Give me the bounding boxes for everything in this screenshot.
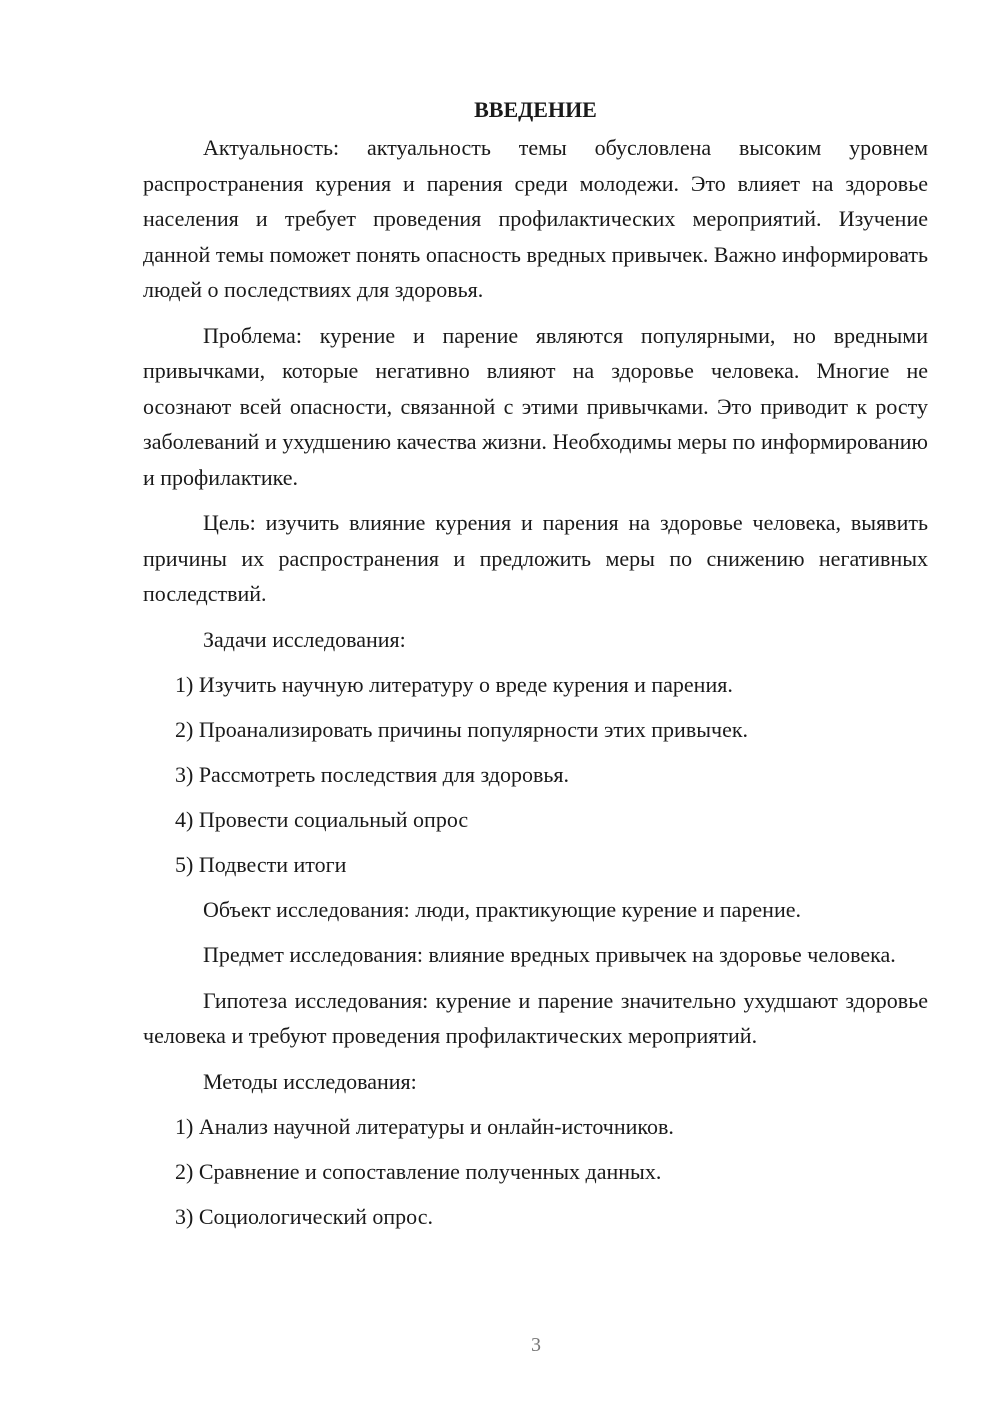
page-title: ВВЕДЕНИЕ [474, 97, 597, 122]
subject-paragraph: Предмет исследования: влияние вредных привычек на здоровье человека. [203, 942, 896, 967]
list-item: 1) Анализ научной литературы и онлайн-источников. [175, 1113, 674, 1139]
page-number: 3 [531, 1334, 541, 1356]
problem-paragraph: Проблема: курение и парение являются популярными, но вредными привычками, которые негативно влияют на здоровье человека. Многие не осознают всей опасности, связанной с этими привычками. Это приводит к росту заболеваний и ухудшению качества жизни. Необходимы меры по информированию и профилактике. [143, 322, 928, 490]
list-item: 3) Социологический опрос. [175, 1203, 433, 1229]
goal-paragraph: Цель: изучить влияние курения и парения на здоровье человека, выявить причины их распространения и предложить меры по снижению негативных последствий. [143, 510, 928, 606]
object-paragraph: Объект исследования: люди, практикующие курение и парение. [203, 896, 801, 922]
list-item: 5) Подвести итоги [175, 851, 347, 877]
list-item: 3) Рассмотреть последствия для здоровья. [175, 761, 569, 787]
relevance-paragraph: Актуальность: актуальность темы обусловлена высоким уровнем распространения курения и парения среди молодежи. Это влияет на здоровье населения и требует проведения профилактических мероприятий. Изучение данной темы поможет понять опасность вредных привычек. Важно информировать людей о последствиях для здоровья. [143, 135, 928, 302]
list-item: 2) Проанализировать причины популярности этих привычек. [175, 716, 749, 742]
methods-list [143, 1109, 928, 1235]
tasks-list [143, 667, 928, 883]
list-item: 2) Сравнение и сопоставление полученных данных. [175, 1158, 662, 1184]
methods-heading: Методы исследования: [203, 1068, 417, 1094]
hypothesis-paragraph: Гипотеза исследования: курение и парение значительно ухудшают здоровье человека и требуют проведения профилактических мероприятий. [143, 987, 928, 1048]
list-item: 4) Провести социальный опрос [175, 806, 469, 832]
tasks-heading: Задачи исследования: [203, 626, 406, 652]
document-body [143, 96, 928, 1244]
list-item: 1) Изучить научную литературу о вреде курения и парения. [175, 671, 733, 697]
